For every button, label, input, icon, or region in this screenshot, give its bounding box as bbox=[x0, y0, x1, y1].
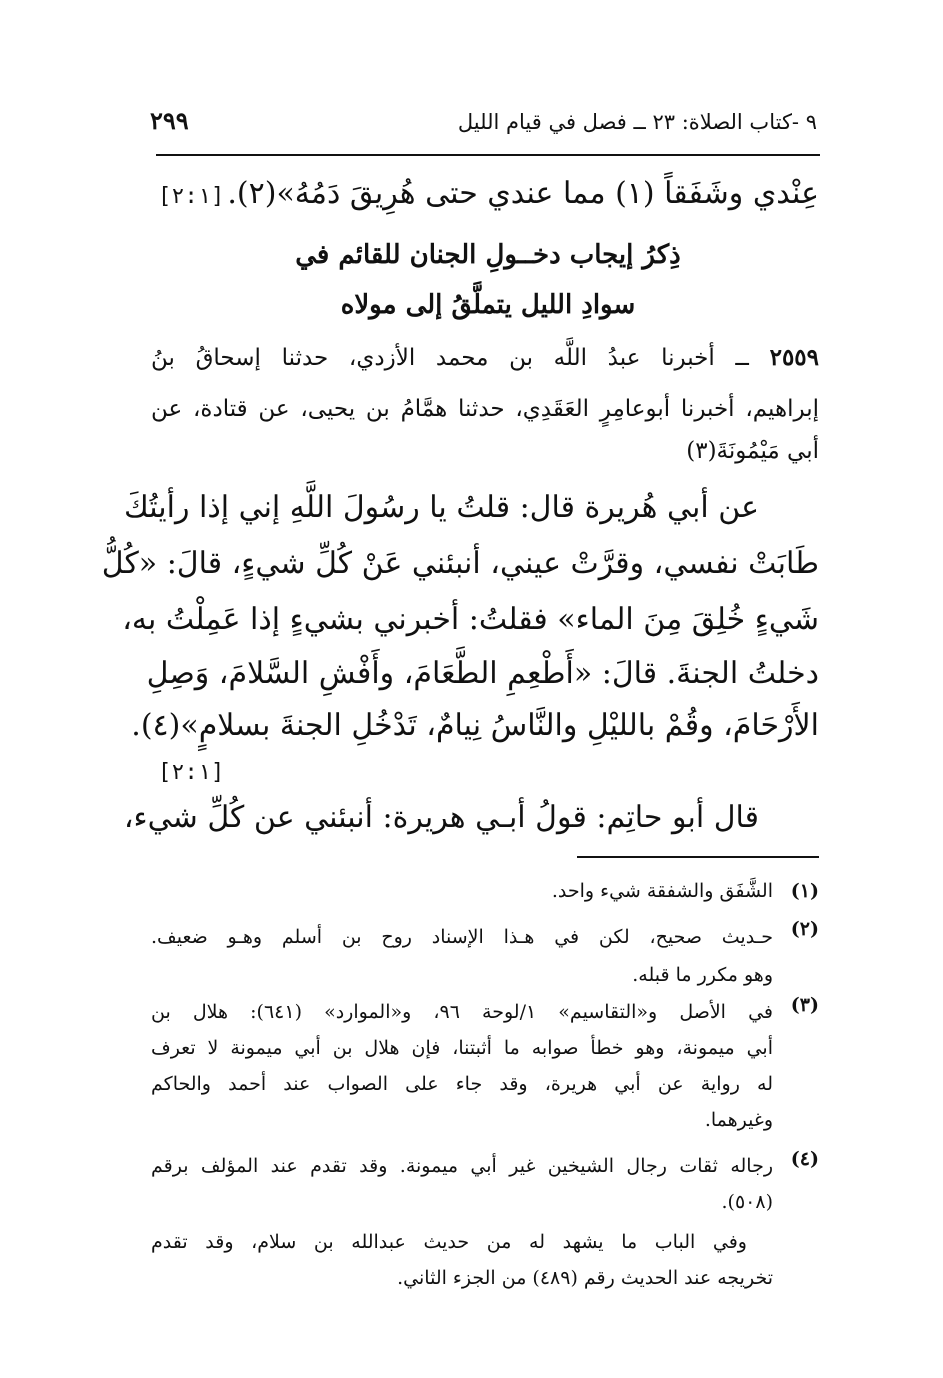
footnote-line: وغيرهما. bbox=[704, 1109, 773, 1131]
footnote-line: رجاله ثقات رجال الشيخين غير أبي ميمونة. وقد تقدم عند المؤلف برقم bbox=[151, 1155, 773, 1177]
footnote-line: له رواية عن أبي هريرة، وقد جاء على الصواب عند أحمد والحاكم bbox=[151, 1073, 773, 1095]
footnote-line: تخريجه عند الحديث رقم (٤٨٩) من الجزء الثاني. bbox=[397, 1267, 773, 1289]
page-number: ٢٩٩ bbox=[150, 106, 189, 135]
hadith-number: ٢٥٥٩ bbox=[769, 344, 820, 371]
footnote-2 bbox=[151, 918, 773, 994]
isnad-text: ــ أخبرنا عبدُ اللَّه بن محمد الأزدي، حدثنا إسحاقُ بنُ bbox=[151, 345, 749, 371]
footnote-rule bbox=[577, 856, 819, 858]
footnote-extra bbox=[151, 1224, 773, 1296]
closing-line: قال أبو حاتِم: قولُ أبـي هريرة: أنبئني عن كُلِّ شيء، bbox=[123, 800, 759, 835]
header-rule bbox=[156, 154, 820, 156]
matn-line-4: دخلتُ الجنةَ. قالَ: «أَطْعِمِ الطَّعَامَ، وأَفْشِ السَّلامَ، وَصِلِ bbox=[146, 656, 819, 691]
footnote-line: في الأصل و«التقاسيم» ١/لوحة ٩٦، و«الموارد» (٦٤١): هلال بن bbox=[151, 1001, 773, 1023]
footnote-number: (١) bbox=[790, 880, 819, 902]
footnote-line: الشَّفَق والشفقة شيء واحد. bbox=[551, 880, 773, 902]
footnote-line: حـديث صحيح، لكن في هـذا الإسناد روح بن أسلم وهـو ضعيف. bbox=[151, 926, 773, 948]
footnote-line: وفي الباب ما يشهد له من حديث عبدالله بن سلام، وقد تقدم bbox=[151, 1231, 747, 1253]
matn-line-1: عن أبي هُريرة قال: قلتُ يا رسُولَ اللَّهِ إني إذا رأيتُكَ bbox=[123, 490, 759, 525]
matn-line-2: طَابَتْ نفسي، وقرَّتْ عيني، أنبئني عَنْ كُلِّ شيءٍ، قالَ: «كُلُّ bbox=[101, 546, 819, 581]
section-heading-line-2: سوادِ الليل يتملَّقُ إلى مولاه bbox=[340, 290, 636, 320]
footnote-line: أبي ميمونة، وهو خطأ صوابه ما أثبتنا، فإن هلال بن أبي ميمونة لا تعرف bbox=[151, 1037, 773, 1059]
matn-line-5: الأَرْحَامَ، وقُمْ بالليْلِ والنَّاسُ نِيامٌ، تَدْخُلِ الجنةَ بسلامٍ»(٤). bbox=[131, 708, 819, 743]
footnote-4 bbox=[151, 1148, 773, 1220]
isnad-line-2: إبراهيم، أخبرنا أبوعامِرٍ العَقَدِي، حدثنا همَّامُ بن يحيى، عن قتادة، عن bbox=[151, 396, 819, 422]
reference-tag: [٢:١] bbox=[158, 184, 225, 209]
footnote-number: (٤) bbox=[790, 1148, 819, 1170]
footnote-line: وهو مكرر ما قبله. bbox=[632, 964, 773, 986]
isnad-line-3: أبي مَيْمُونَةَ(٣) bbox=[686, 438, 819, 464]
reference-tag: [٢:١] bbox=[158, 760, 225, 785]
running-title: ٩ -كتاب الصلاة: ٢٣ ــ فصل في قيام الليل bbox=[457, 110, 817, 134]
footnote-number: (٣) bbox=[790, 994, 819, 1016]
footnote-1 bbox=[151, 880, 773, 902]
section-heading-line-1: ذِكرُ إيجاب دخــولِ الجنان للقائم في bbox=[295, 240, 681, 270]
isnad-line-1 bbox=[151, 344, 819, 371]
matn-line-3: شَيءٍ خُلِقَ مِنَ الماء» فقلتُ: أخبرني بشيءٍ إذا عَمِلْتُ به، bbox=[122, 602, 819, 637]
footnote-line: (٥٠٨). bbox=[721, 1191, 773, 1213]
text-line: عِنْدي وشَفَقاً (١) مما عندي حتى هُرِيقَ دَمُهُ»(٢). bbox=[227, 176, 819, 211]
footnote-number: (٢) bbox=[790, 918, 819, 940]
footnote-3 bbox=[151, 994, 773, 1138]
